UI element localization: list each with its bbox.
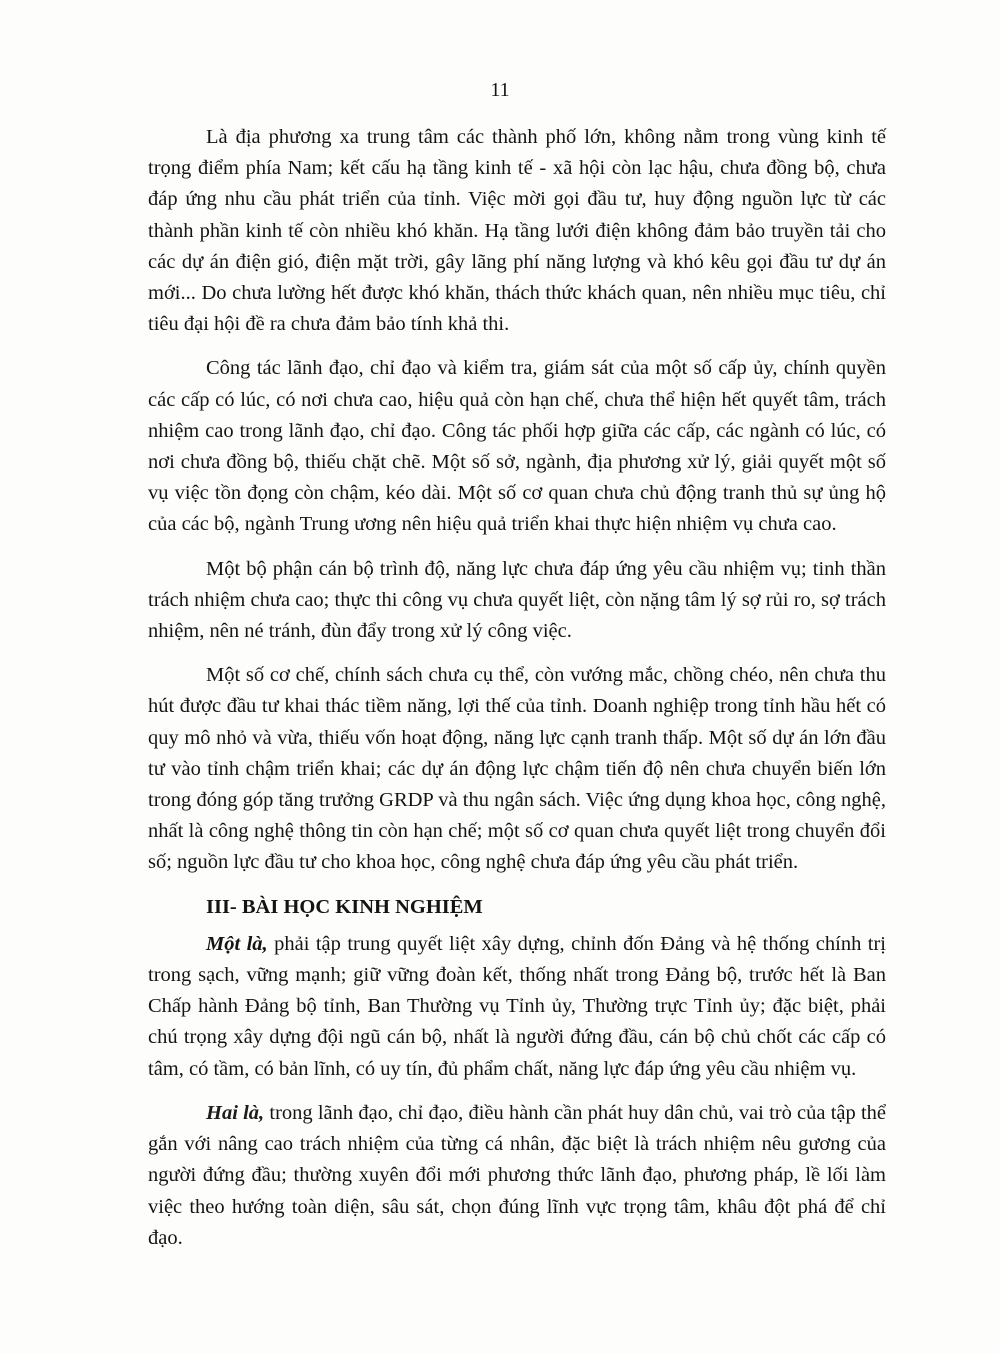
page-number: 11 — [490, 79, 510, 101]
lesson-two-text: trong lãnh đạo, chỉ đạo, điều hành cần phát huy dân chủ, vai trò của tập thể gắn với nâng cao trách nhiệm của từng cá nhân, đặc biệt là trách nhiệm nêu gương của người đứng đầu; thường xuyên đổi mới phương thức lãnh đạo, phương pháp, lề lối làm việc theo hướng toàn diện, sâu sát, chọn đúng lĩnh vực trọng tâm, khâu đột phá để chỉ đạo. — [148, 1101, 886, 1249]
lesson-one-lead: Một là, — [206, 932, 268, 955]
section-heading: III- BÀI HỌC KINH NGHIỆM — [206, 895, 483, 918]
paragraph-cadres: Một bộ phận cán bộ trình độ, năng lực chưa đáp ứng yêu cầu nhiệm vụ; tinh thần trách nhiệm chưa cao; thực thi công vụ chưa quyết liệt, còn nặng tâm lý sợ rủi ro, sợ trách nhiệm, nên né tránh, đùn đẩy trong xử lý công việc. — [148, 557, 886, 643]
paragraph-leadership: Công tác lãnh đạo, chỉ đạo và kiểm tra, giám sát của một số cấp ủy, chính quyền các cấp có lúc, có nơi chưa cao, hiệu quả còn hạn chế, chưa thể hiện hết quyết tâm, trách nhiệm cao trong lãnh đạo, chỉ đạo. Công tác phối hợp giữa các cấp, các ngành có lúc, có nơi chưa đồng bộ, thiếu chặt chẽ. Một số sở, ngành, địa phương xử lý, giải quyết một số vụ việc tồn đọng còn chậm, kéo dài. Một số cơ quan chưa chủ động tranh thủ sự ủng hộ của các bộ, ngành Trung ương nên hiệu quả triển khai thực hiện nhiệm vụ chưa cao. — [148, 357, 886, 536]
paragraph-lesson-two — [148, 1098, 886, 1254]
lesson-two-lead: Hai là, — [206, 1101, 265, 1124]
page-body — [148, 122, 886, 1267]
lesson-one-text: phải tập trung quyết liệt xây dựng, chỉnh đốn Đảng và hệ thống chính trị trong sạch, vững mạnh; giữ vững đoàn kết, thống nhất trong Đảng bộ, trước hết là Ban Chấp hành Đảng bộ tỉnh, Ban Thường vụ Tỉnh ủy, Thường trực Tỉnh ủy; đặc biệt, phải chú trọng xây dựng đội ngũ cán bộ, nhất là người đứng đầu, cán bộ chủ chốt các cấp có tâm, có tầm, có bản lĩnh, có uy tín, đủ phẩm chất, năng lực đáp ứng yêu cầu nhiệm vụ. — [148, 932, 886, 1080]
paragraph-challenges: Là địa phương xa trung tâm các thành phố lớn, không nằm trong vùng kinh tế trọng điểm phía Nam; kết cấu hạ tầng kinh tế - xã hội còn lạc hậu, chưa đồng bộ, chưa đáp ứng nhu cầu phát triển của tỉnh. Việc mời gọi đầu tư, huy động nguồn lực từ các thành phần kinh tế còn nhiều khó khăn. Hạ tầng lưới điện không đảm bảo truyền tải cho các dự án điện gió, điện mặt trời, gây lãng phí năng lượng và khó kêu gọi đầu tư dự án mới... Do chưa lường hết được khó khăn, thách thức khách quan, nên nhiều mục tiêu, chỉ tiêu đại hội đề ra chưa đảm bảo tính khả thi. — [148, 126, 886, 336]
paragraph-lesson-one — [148, 929, 886, 1085]
paragraph-mechanisms: Một số cơ chế, chính sách chưa cụ thể, còn vướng mắc, chồng chéo, nên chưa thu hút được đầu tư khai thác tiềm năng, lợi thế của tỉnh. Doanh nghiệp trong tỉnh hầu hết có quy mô nhỏ và vừa, thiếu vốn hoạt động, năng lực cạnh tranh thấp. Một số dự án lớn đầu tư vào tỉnh chậm triển khai; các dự án động lực chậm tiến độ nên chưa chuyển biến lớn trong đóng góp tăng trưởng GRDP và thu ngân sách. Việc ứng dụng khoa học, công nghệ, nhất là công nghệ thông tin còn hạn chế; một số cơ quan chưa quyết liệt trong chuyển đổi số; nguồn lực đầu tư cho khoa học, công nghệ chưa đáp ứng yêu cầu phát triển. — [148, 664, 886, 874]
